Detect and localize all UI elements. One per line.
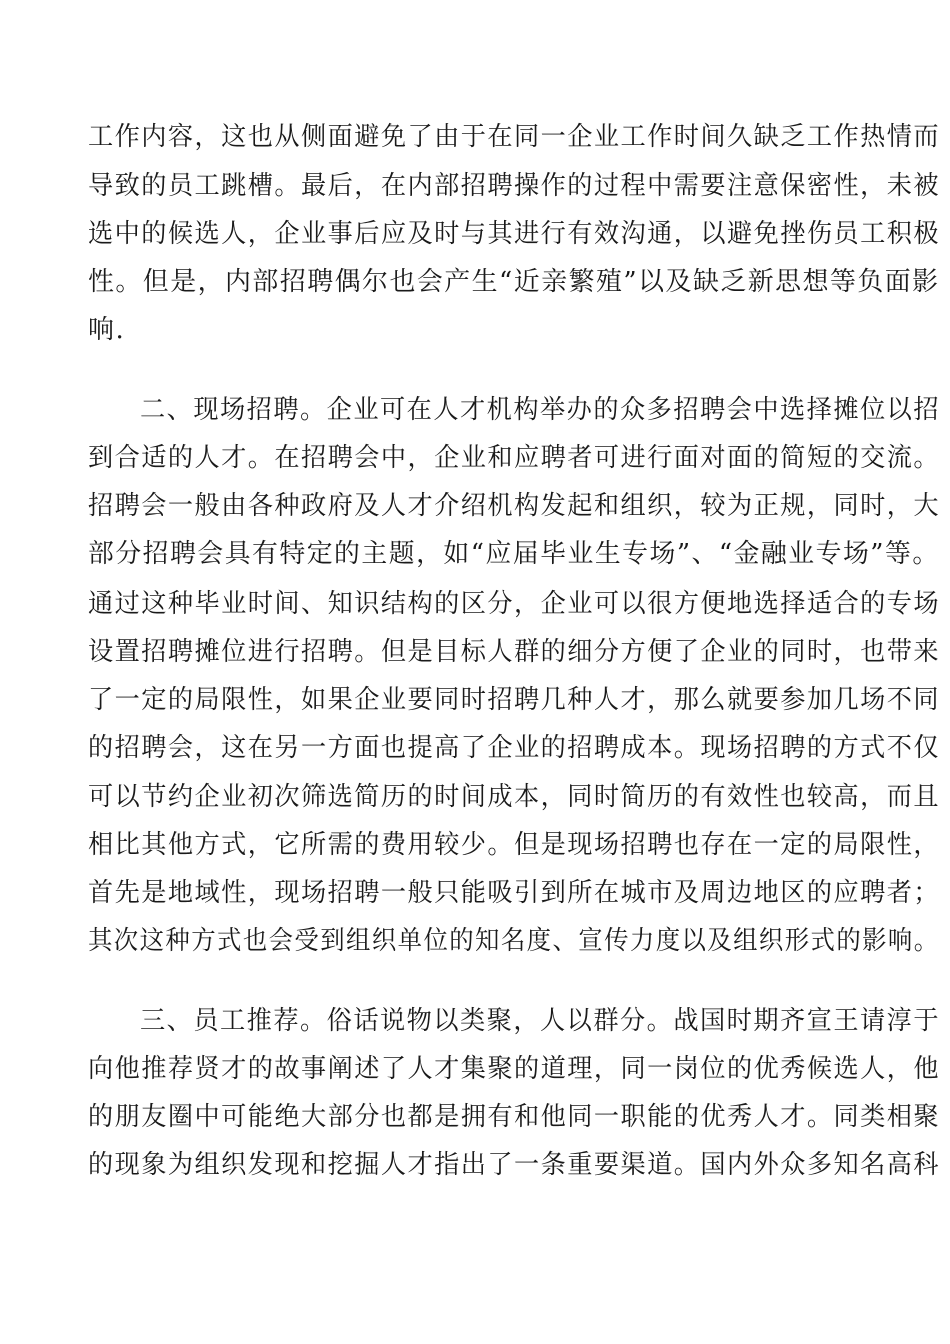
paragraph-3-line-3: 的朋友圈中可能绝大部分也都是拥有和他同一职能的优秀人才。同类相聚 (88, 1102, 941, 1132)
paragraph-1-line-4: 性。但是，内部招聘偶尔也会产生“近亲繁殖”以及缺乏新思想等负面影 (88, 267, 940, 297)
paragraph-3-line-1: 三、员工推荐。俗话说物以类聚，人以群分。战国时期齐宣王请淳于 (140, 1006, 941, 1036)
paragraph-1-line-2: 导致的员工跳槽。最后，在内部招聘操作的过程中需要注意保密性，未被 (88, 171, 941, 201)
paragraph-2-line-9: 可以节约企业初次筛选简历的时间成本，同时简历的有效性也较高，而且 (88, 782, 941, 812)
paragraph-2-line-2: 到合适的人才。在招聘会中，企业和应聘者可进行面对面的简短的交流。 (88, 443, 941, 473)
paragraph-2-line-5: 通过这种毕业时间、知识结构的区分，企业可以很方便地选择适合的专场 (88, 589, 941, 619)
paragraph-1-line-3: 选中的候选人，企业事后应及时与其进行有效沟通，以避免挫伤员工积极 (88, 219, 941, 249)
paragraph-3-line-4: 的现象为组织发现和挖掘人才指出了一条重要渠道。国内外众多知名高科 (88, 1150, 941, 1180)
paragraph-2-line-8: 的招聘会，这在另一方面也提高了企业的招聘成本。现场招聘的方式不仅 (88, 733, 941, 763)
paragraph-1-line-5: 响. (88, 315, 126, 345)
paragraph-2-line-12: 其次这种方式也会受到组织单位的知名度、宣传力度以及组织形式的影响。 (88, 926, 940, 956)
paragraph-2-line-7: 了一定的局限性，如果企业要同时招聘几种人才，那么就要参加几场不同 (88, 685, 941, 715)
paragraph-2-line-3: 招聘会一般由各种政府及人才介绍机构发起和组织，较为正规，同时，大 (88, 491, 941, 521)
paragraph-2-line-10: 相比其他方式，它所需的费用较少。但是现场招聘也存在一定的局限性， (88, 830, 941, 860)
paragraph-2-line-6: 设置招聘摊位进行招聘。但是目标人群的细分方便了企业的同时，也带来 (88, 637, 941, 667)
paragraph-3-line-2: 向他推荐贤才的故事阐述了人才集聚的道理，同一岗位的优秀候选人，他 (88, 1054, 941, 1084)
paragraph-2-line-1: 二、现场招聘。企业可在人才机构举办的众多招聘会中选择摊位以招 (140, 395, 941, 425)
paragraph-2-line-4: 部分招聘会具有特定的主题，如“应届毕业生专场”、“金融业专场”等。 (88, 539, 940, 569)
paragraph-2-line-11: 首先是地域性，现场招聘一般只能吸引到所在城市及周边地区的应聘者； (88, 878, 941, 908)
paragraph-1-line-1: 工作内容，这也从侧面避免了由于在同一企业工作时间久缺乏工作热情而 (88, 122, 941, 152)
